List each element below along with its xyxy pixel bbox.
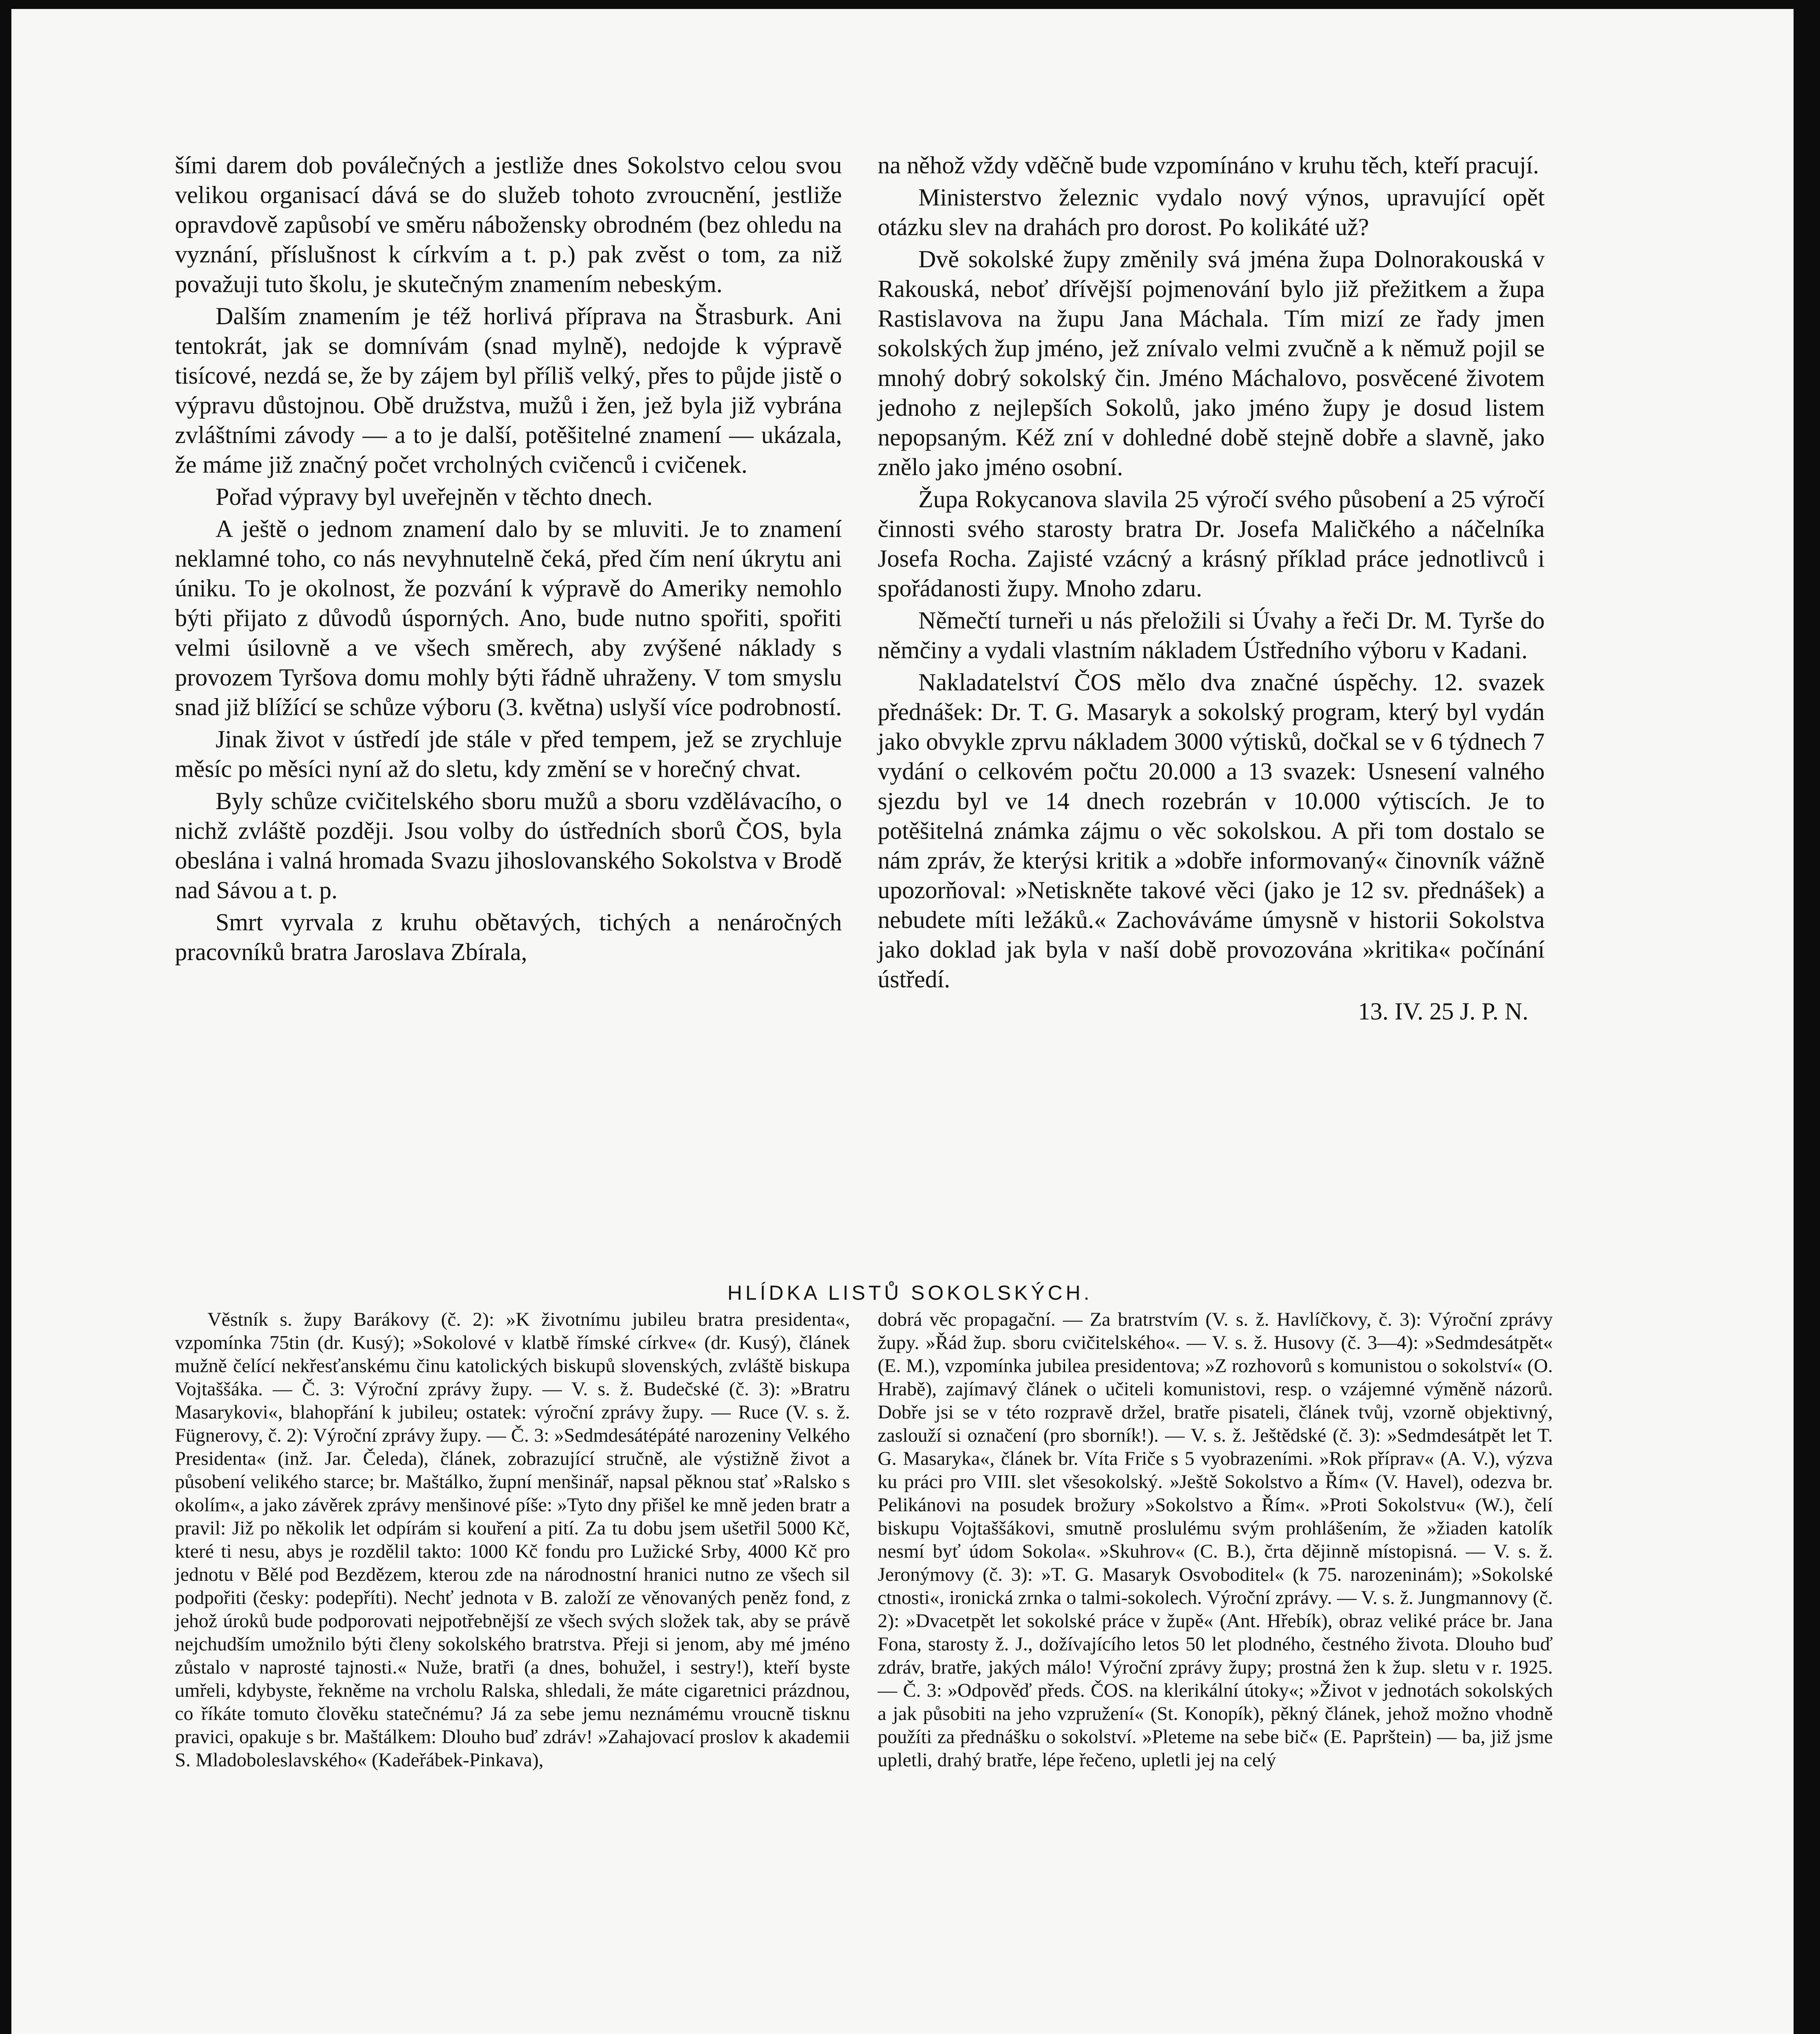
article-paragraph: Pořad výpravy byl uveřejněn v těchto dnech. — [216, 483, 653, 510]
section-heading: HLÍDKA LISTŮ SOKOLSKÝCH. — [727, 1281, 1093, 1304]
article-paragraph: Župa Rokycanova slavila 25 výročí svého působení a 25 výročí činnosti svého starosty bratra Dr. Josefa Maličkého a náčelníka Josefa Rocha. Zajisté vzácný a krásný příklad práce jednotlivců i spořádanosti župy. Mnoho zdaru. — [878, 486, 1545, 602]
article-column-left — [175, 151, 842, 969]
article-paragraph: Smrt vyrvala z kruhu obětavých, tichých a nenáročných pracovníků bratra Jaroslava Zbírala, — [175, 909, 842, 965]
scan-border-top — [0, 0, 1820, 9]
article-signature: 13. IV. 25 J. P. N. — [1358, 998, 1528, 1025]
article-column-right — [878, 151, 1545, 1026]
article-paragraph: na něhož vždy vděčně bude vzpomínáno v kruhu těch, kteří pracují. — [878, 152, 1539, 179]
article-paragraph: Jinak život v ústředí jde stále v před tempem, jež se zrychluje měsíc po měsíci nyní až do sletu, kdy změní se v horečný chvat. — [175, 726, 842, 782]
article-paragraph: Dalším znamením je též horlivá příprava na Štrasburk. Ani tentokrát, jak se domnívám (snad mylně), nedojde k výpravě tisícové, nezdá se, že by zájem byl příliš velký, přes to půjde jistě o výpravu důstojnou. Obě družstva, mužů i žen, jež byla již vybrána zvláštními závody — a to je další, potěšitelné znamení — ukázala, že máme již značný počet vrcholných cvičenců i cvičenek. — [175, 303, 842, 478]
review-column-right — [878, 1308, 1553, 1772]
article-paragraph: A ještě o jednom znamení dalo by se mluviti. Je to znamení neklamné toho, co nás nevyhnutelně čeká, před čím není úkrytu ani úniku. To je okolnost, že pozvání k výpravě do Ameriky nemohlo býti přijato z důvodů úsporných. Ano, bude nutno spořiti, spořiti velmi úsilovně a ve všech směrech, aby zvýšené náklady s provozem Tyršova domu mohly býti řádně uhraženy. V tom smyslu snad již blížící se schůze výboru (3. května) uslyší více podrobností. — [175, 515, 842, 720]
article-paragraph: Němečtí turneři u nás přeložili si Úvahy a řeči Dr. M. Tyrše do němčiny a vydali vlastním nákladem Ústředního výboru v Kadani. — [878, 607, 1545, 663]
scan-border-left — [0, 0, 11, 2034]
article-paragraph: Dvě sokolské župy změnily svá jména župa Dolnorakouská v Rakouská, neboť dřívější pojmenování bylo již přežitkem a župa Rastislavova na župu Jana Máchala. Tím mizí ze řady jmen sokolských žup jméno, jež znívalo velmi zvučně a k němuž pojil se mnohý dobrý sokolský čin. Jméno Máchalovo, posvěcené životem jednoho z nejlepších Sokolů, jako jméno župy je dosud listem nepopsaným. Kéž zní v dohledné době stejně dobře a slavně, jako znělo jako jméno osobní. — [878, 246, 1545, 480]
review-paragraph: Věstník s. župy Barákovy (č. 2): »K životnímu jubileu bratra presidenta«, vzpomínka 75tin (dr. Kusý); »Sokolové v klatbě římské církve« (dr. Kusý), článek mužně čelící nekřesťanskému činu katolických biskupů slovenských, zvláště biskupa Vojtaššáka. — Č. 3: Výroční zprávy župy. — V. s. ž. Budečské (č. 3): »Bratru Masarykovi«, blahopřání k jubileu; ostatek: výroční zprávy župy. — Ruce (V. s. ž. Fügnerovy, č. 2): Výroční zprávy župy. — Č. 3: »Sedmdesátépáté narozeniny Velkého Presidenta« (inž. Jar. Čeleda), článek, zobrazující stručně, ale výstižně život a působení velikého starce; br. Maštálko, župní menšinář, napsal pěknou stať »Ralsko s okolím«, a jako závěrek zprávy menšinové píše: »Tyto dny přišel ke mně jeden bratr a pravil: Již po několik let odpírám si kouření a pití. Za tu dobu jsem ušetřil 5000 Kč, které ti nesu, abys je rozdělil takto: 1000 Kč fondu pro Lužické Srby, 4000 Kč pro jednotu v Bělé pod Bezdězem, kterou zde na národnostní hranici nutno ze všech sil podpořiti (česky: podepříti). Nechť jednota v B. založí ze věnovaných peněz fond, z jehož úroků bude podporovati nejpotřebnější ze všech svých složek tak, aby se právě nejchudším umožnilo býti členy sokolského bratrstva. Přeji si jenom, aby mé jméno zůstalo v naprosté tajnosti.« Nuže, bratři (a dnes, bohužel, i sestry!), kteří byste umřeli, kdybyste, řekněme na vrcholu Ralska, shledali, že máte cigaretnici prázdnou, co říkáte tomuto člověku statečnému? Já za sebe jemu neznámému vroucně tisknu pravici, opakuje s br. Maštálkem: Dlouho buď zdráv! »Zahajovací proslov k akademii S. Mladoboleslavského« (Kadeřábek-Pinkava), — [175, 1309, 850, 1771]
review-paragraph: dobrá věc propagační. — Za bratrstvím (V. s. ž. Havlíčkovy, č. 3): Výroční zprávy župy. »Řád žup. sboru cvičitelského«. — V. s. ž. Husovy (č. 3—4): »Sedmdesátpět« (E. M.), vzpomínka jubilea presidentova; »Z rozhovorů s komunistou o sokolství« (O. Hrabě), zajímavý článek o učiteli komunistovi, resp. o vzájemné výměně názorů. Dobře jsi se v této rozpravě držel, bratře pisateli, článek tvůj, vzorně objektivný, zaslouží si označení (pro sborník!). — V. s. ž. Ještědské (č. 3): »Sedmdesátpět let T. G. Masaryka«, článek br. Víta Friče s 5 vyobrazeními. »Rok příprav« (A. V.), výzva ku práci pro VIII. slet všesokolský. »Ještě Sokolstvo a Řím« (V. Havel), odezva br. Pelikánovi na posudek brožury »Sokolstvo a Řím«. »Proti Sokolstvu« (W.), čelí biskupu Vojtaššákovi, smutně proslulému svým prohlášením, že »žiaden katolík nesmí byť údom Sokola«. »Skuhrov« (C. B.), črta dějinně místopisná. — V. s. ž. Jeronýmovy (č. 3): »T. G. Masaryk Osvoboditel« (k 75. narozeninám); »Sokolské ctnosti«, ironická zrnka o talmi-sokolech. Výroční zprávy. — V. s. ž. Jungmannovy (č. 2): »Dvacetpět let sokolské práce v župě« (Ant. Hřebík), obraz veliké práce br. Jana Fona, starosty ž. J., dožívajícího letos 50 let plodného, čestného života. Dlouho buď zdráv, bratře, jakých málo! Výroční zprávy župy; prostná žen k žup. sletu v r. 1925. — Č. 3: »Odpověď předs. ČOS. na klerikální útoky«; »Život v jednotách sokolských a jak působiti na jeho vzpružení« (St. Konopík), pěkný článek, jehož možno vhodně použíti za přednášku o sokolství. »Pleteme na sebe bič« (E. Paprštein) — ba, již jsme upletli, drahý bratře, lépe řečeno, upletli jej na celý — [878, 1309, 1553, 1771]
article-paragraph: Byly schůze cvičitelského sboru mužů a sboru vzdělávacího, o nichž zvláště později. Jsou volby do ústředních sborů ČOS, byla obeslána i valná hromada Svazu jihoslovanského Sokolstva v Brodě nad Sávou a t. p. — [175, 788, 842, 904]
article-paragraph: Ministerstvo železnic vydalo nový výnos, upravující opět otázku slev na drahách pro dorost. Po kolikáté už? — [878, 184, 1545, 240]
article-paragraph: šími darem dob poválečných a jestliže dnes Sokolstvo celou svou velikou organisací dává se do služeb tohoto zvroucnění, jestliže opravdově zapůsobí ve směru nábožensky obrodném (bez ohledu na vyznání, příslušnost k církvím a t. p.) pak zvěst o tom, za niž považuji tuto školu, je skutečným znamením nebeským. — [175, 152, 842, 297]
article-paragraph: Nakladatelství ČOS mělo dva značné úspěchy. 12. svazek přednášek: Dr. T. G. Masaryk a sokolský program, který byl vydán jako obvykle zprvu nákladem 3000 výtisků, dočkal se v 6 týdnech 7 vydání o celkovém počtu 20.000 a 13 svazek: Usnesení valného sjezdu byl ve 14 dnech rozebrán v 10.000 výtiscích. Je to potěšitelná známka zájmu o věc sokolskou. A při tom dostalo se nám zpráv, že kterýsi kritik a »dobře informovaný« činovník vážně upozorňoval: »Netiskněte takové věci (jako je 12 sv. přednášek) a nebudete míti ležáků.« Zachováváme úmysně v historii Sokolstva jako doklad jak byla v naší době provozována »kritika« počínání ústředí. — [878, 669, 1545, 993]
scan-border-right — [1794, 0, 1820, 2034]
review-column-left — [175, 1308, 850, 1772]
